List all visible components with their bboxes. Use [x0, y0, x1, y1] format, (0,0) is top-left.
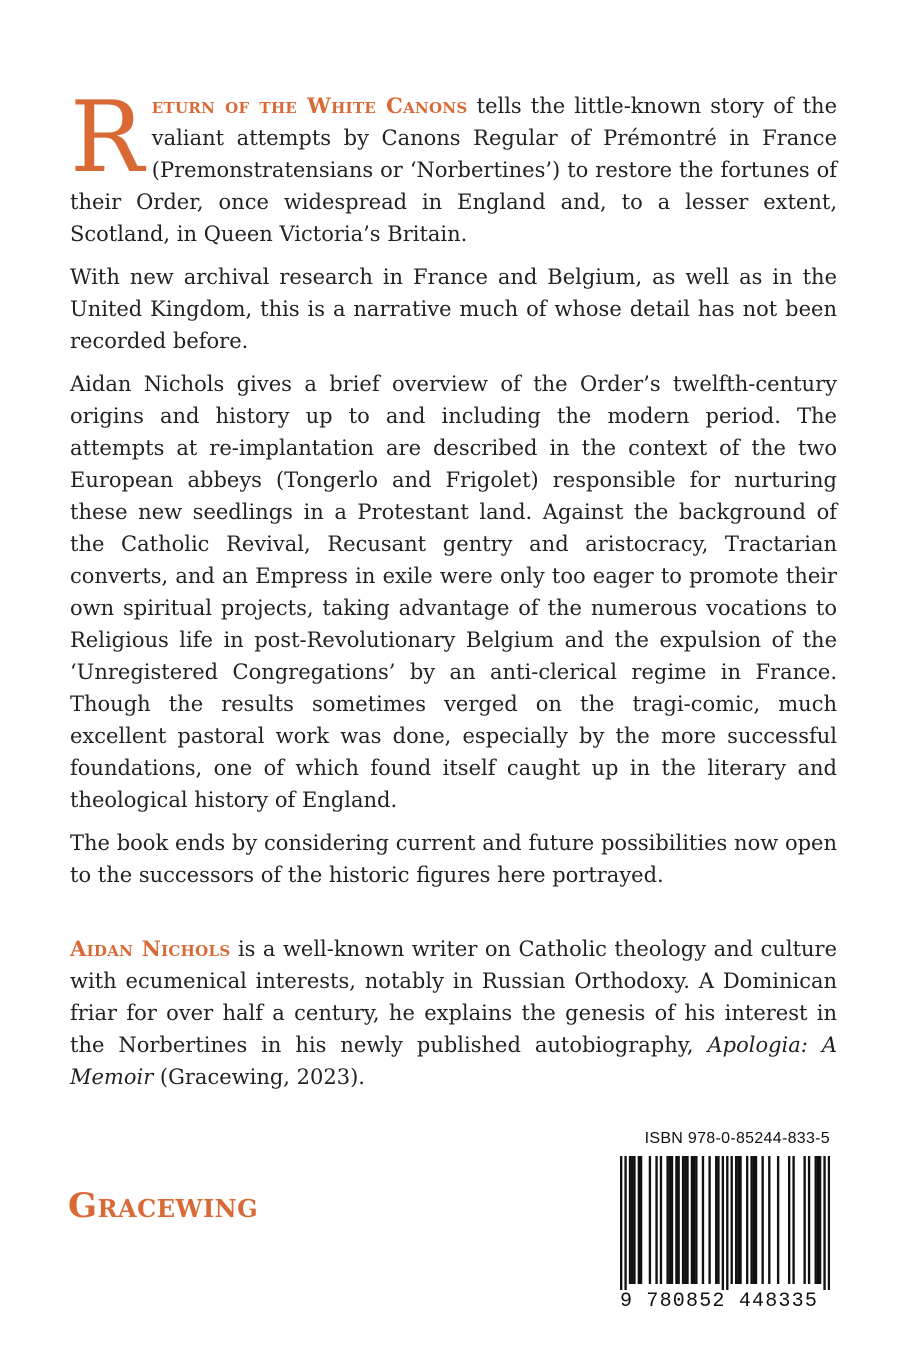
barcode-bar [753, 1156, 755, 1284]
barcode-bar [655, 1156, 657, 1284]
barcode-bar [638, 1156, 640, 1284]
barcode-bar [702, 1156, 704, 1284]
barcode-bar [660, 1156, 662, 1284]
barcode-bar [726, 1156, 728, 1294]
barcode-bar [640, 1156, 642, 1284]
barcode-bar [761, 1156, 763, 1284]
barcode-bar [792, 1156, 794, 1284]
barcode-bar [693, 1156, 695, 1284]
author-bio [70, 933, 837, 1093]
barcode-bar [731, 1156, 733, 1284]
barcode-bar [629, 1156, 631, 1284]
barcode-bar [788, 1156, 790, 1284]
barcode-bar [691, 1156, 693, 1284]
barcode-bar [815, 1156, 817, 1284]
isbn-barcode [608, 1130, 838, 1320]
book-title: eturn of the White Canons [151, 93, 468, 118]
barcode-bar [682, 1156, 684, 1284]
barcode-bar [708, 1156, 710, 1284]
drop-cap: R [70, 81, 144, 195]
barcode-bar [808, 1156, 810, 1284]
author-name: Aidan Nichols [70, 936, 231, 961]
barcode-bar [633, 1156, 635, 1284]
barcode-bar [828, 1156, 830, 1294]
author-bio-end: (Gracewing, 2023). [153, 1065, 365, 1089]
barcode-digits: 9 780852 448335 [620, 1290, 832, 1314]
barcode-bar [684, 1156, 686, 1284]
barcode-bar [695, 1156, 697, 1284]
barcode-bar [739, 1156, 741, 1284]
barcode-bar [755, 1156, 757, 1284]
barcode-bar [649, 1156, 651, 1284]
barcode-bars [620, 1156, 830, 1294]
barcode-bar [669, 1156, 671, 1284]
barcode-bar [631, 1156, 633, 1284]
publisher-logo: Gracewing [68, 1186, 259, 1226]
blurb-paragraph-2: With new archival research in France and Belgium, as well as in the United Kingdom, this is a narrative much of whose detail has not been recorded before. [70, 265, 837, 353]
barcode-bar [803, 1156, 805, 1284]
isbn-label: ISBN 978-0-85244-833-5 [644, 1130, 830, 1147]
blurb [70, 81, 838, 902]
barcode-bar [817, 1156, 819, 1284]
barcode-bar [819, 1156, 821, 1284]
barcode-bar [735, 1156, 737, 1284]
barcode-bar [717, 1156, 719, 1284]
author-bio-text: is a well-known writer on Catholic theology and culture with ecumenical interests, notably in Russian Orthodoxy. A Dominican friar for over half a century, he explains the genesis of his interest in the Norbertines in his newly published autobiography, [70, 937, 837, 1057]
barcode-bar [677, 1156, 679, 1284]
barcode-bar [823, 1156, 825, 1294]
barcode-bar [737, 1156, 739, 1284]
barcode-bar [722, 1156, 724, 1294]
blurb-paragraph-3: Aidan Nichols gives a brief overview of the Order’s twelfth-century origins and history up to and including the modern period. The attempts at re-implantation are described in the context of the two European abbeys (Tongerlo and Frigolet) responsible for nurturing these new seedlings in a Protestant land. Against the background of the Catholic Revival, Recusant gentry and aristocracy, Tractarian converts, and an Empress in exile were only too eager to promote their own spiritual projects, taking advantage of the numerous vocations to Religious life in post-Revolutionary Belgium and the expulsion of the ‘Unregistered Congregations’ by an anti-clerical regime in France. Though the results sometimes verged on the tragi-comic, much excellent pastoral work was done, especially by the more successful foundations, one of which found itself caught up in the literary and theological history of England. [70, 372, 837, 812]
barcode-bar [715, 1156, 717, 1284]
blurb-paragraph-4: The book ends by considering current and future possibilities now open to the successors of the historic figures here portrayed. [70, 831, 837, 887]
memoir-title: Apologia: A Memoir [70, 1033, 837, 1089]
barcode-bar [675, 1156, 677, 1284]
barcode-bar [750, 1156, 752, 1284]
blurb-paragraph-1-text: tells the little-known story of the valiant attempts by Canons Regular of Prémontré in France (Premonstratensians or ‘Norbertines’) to restore the fortunes of their Order, once widespread in England and, to a lesser extent, Scotland, in Queen Victoria’s Britain. [70, 94, 838, 246]
barcode-bar [777, 1156, 779, 1284]
barcode-bar [768, 1156, 770, 1284]
barcode-bar [624, 1156, 626, 1294]
barcode-bar [620, 1156, 622, 1294]
blurb-paragraph-1 [70, 81, 838, 250]
barcode-bar [666, 1156, 668, 1284]
barcode-bar [671, 1156, 673, 1284]
barcode-bar [746, 1156, 748, 1284]
author-bio-paragraph [70, 933, 837, 1093]
barcode-bar [686, 1156, 688, 1284]
